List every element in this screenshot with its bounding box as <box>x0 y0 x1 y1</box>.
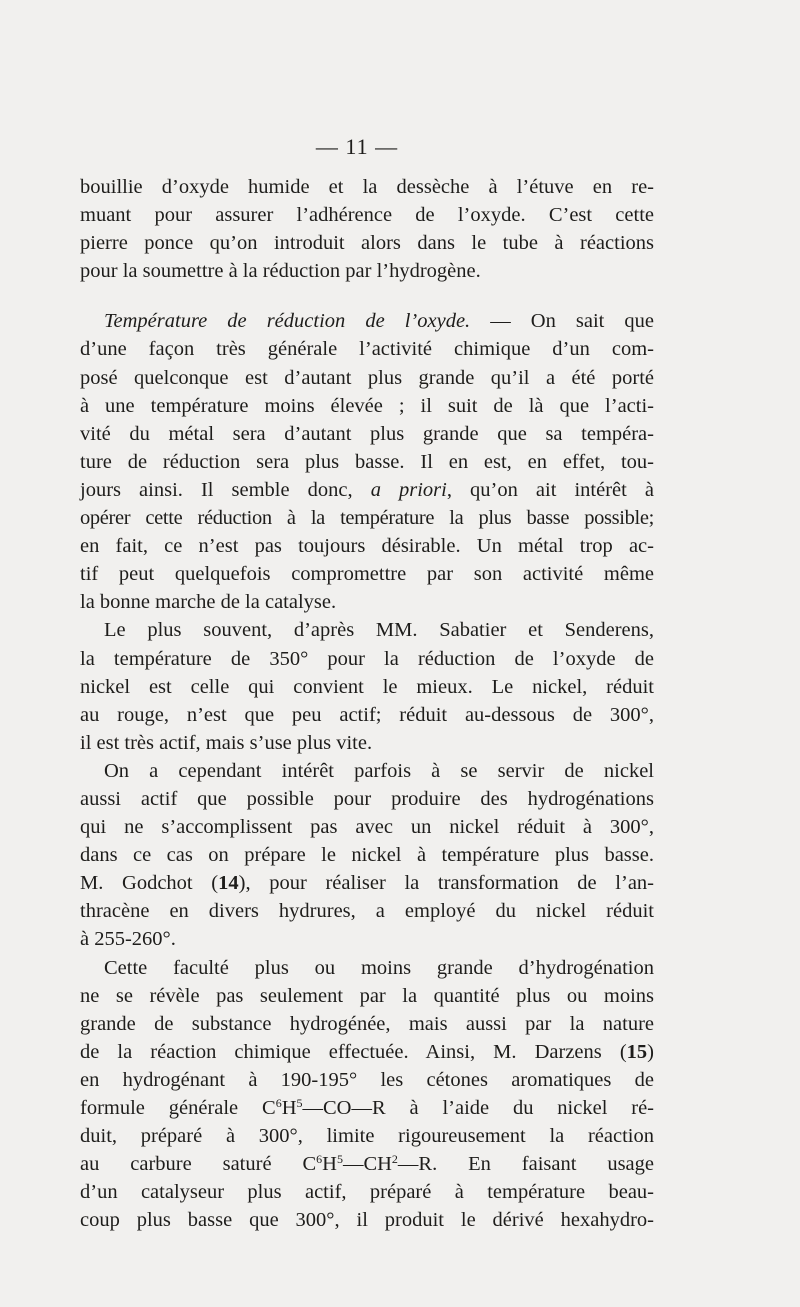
text-line: On a cependant intérêt parfois à se servir de nickel <box>104 759 654 782</box>
text-line: nickel est celle qui convient le mieux. Le nickel, réduit <box>80 675 654 698</box>
text-fragment: ) <box>647 1040 654 1063</box>
text-line: d’un catalyseur plus actif, préparé à température beau- <box>80 1181 654 1204</box>
text-line: d’une façon très générale l’activité chimique d’un com- <box>80 338 654 361</box>
reference-number: 15 <box>626 1040 648 1063</box>
formula-subscript: 5 <box>296 1096 303 1110</box>
text-line: dans ce cas on prépare le nickel à température plus basse. <box>80 844 654 867</box>
text-line <box>80 1094 654 1122</box>
text-fragment: jours ainsi. Il semble donc, <box>80 478 371 501</box>
text-line: en hydrogénant à 190-195° les cétones aromatiques de <box>80 1068 654 1091</box>
text-line: aussi actif que possible pour produire des hydrogénations <box>80 787 654 810</box>
text-line: pour la soumettre à la réduction par l’hydrogène. <box>80 260 481 283</box>
paragraph-1 <box>80 173 654 285</box>
text-line: vité du métal sera d’autant plus grande que sa tempéra- <box>80 422 654 445</box>
paragraph-3 <box>80 616 654 756</box>
italic-term: a priori <box>370 478 447 501</box>
text-fragment: —CO—R à l’aide du nickel ré- <box>302 1097 654 1119</box>
text-line: qui ne s’accomplissent pas avec un nickel réduit à 300°, <box>80 816 654 839</box>
paragraph-4 <box>80 757 654 954</box>
text-line: Cette faculté plus ou moins grande d’hydrogénation <box>104 956 654 979</box>
text-line: au rouge, n’est que peu actif; réduit au-dessous de 300°, <box>80 703 654 726</box>
text-fragment: M. Godchot ( <box>80 872 219 895</box>
text-line: pierre ponce qu’on introduit alors dans le tube à réactions <box>80 232 654 255</box>
text-line <box>80 307 654 335</box>
formula-subscript: 2 <box>391 1152 398 1167</box>
text-fragment: —CH <box>342 1153 392 1176</box>
reference-number: 14 <box>218 872 239 895</box>
text-line: duit, préparé à 300°, limite rigoureusement la réaction <box>80 1125 654 1148</box>
page-number: — 11 — <box>315 134 399 159</box>
heading-continuation: — On sait que <box>470 310 654 333</box>
text-fragment: H <box>322 1153 337 1176</box>
formula-subscript: 6 <box>316 1152 323 1167</box>
text-line: tif peut quelquefois compromettre par son activité même <box>80 563 654 586</box>
text-line: à une température moins élevée ; il suit de là que l’acti- <box>80 394 654 417</box>
text-line <box>80 476 654 504</box>
text-line: posé quelconque est d’autant plus grande qu’il a été porté <box>80 366 654 389</box>
text-line: Le plus souvent, d’après MM. Sabatier et Senderens, <box>104 619 654 642</box>
formula-subscript: 5 <box>336 1152 343 1167</box>
text-fragment: , qu’on ait intérêt à <box>446 478 654 501</box>
section-heading: Température de réduction de l’oxyde. <box>104 310 471 333</box>
text-line: bouillie d’oxyde humide et la dessèche à l’étuve en re- <box>80 176 654 198</box>
text-fragment: de la réaction chimique effectuée. Ainsi, M. Darzens ( <box>80 1040 627 1063</box>
text-line: ne se révèle pas seulement par la quantité plus ou moins <box>80 984 654 1007</box>
text-line <box>80 869 654 897</box>
text-line: thracène en divers hydrures, a employé du nickel réduit <box>80 900 654 923</box>
body-text <box>80 173 654 1234</box>
text-line: la température de 350° pour la réduction de l’oxyde de <box>80 647 654 670</box>
paragraph-2 <box>80 307 654 616</box>
formula-subscript: 6 <box>275 1096 282 1110</box>
text-line: coup plus basse que 300°, il produit le dérivé hexahydro- <box>80 1209 654 1232</box>
text-line: la bonne marche de la catalyse. <box>80 591 337 614</box>
text-line: il est très actif, mais s’use plus vite. <box>80 731 373 754</box>
text-line: opérer cette réduction à la température la plus basse possible; <box>80 507 654 530</box>
text-fragment: H <box>281 1097 297 1119</box>
text-line <box>80 1150 654 1178</box>
text-fragment: ), pour réaliser la transformation de l’an- <box>238 872 654 895</box>
text-line: à 255-260°. <box>80 928 176 951</box>
text-line: grande de substance hydrogénée, mais aussi par la nature <box>80 1012 654 1035</box>
text-line <box>80 1038 654 1066</box>
text-fragment: —R. En faisant usage <box>397 1153 655 1176</box>
text-fragment: au carbure saturé C <box>80 1153 317 1176</box>
text-line: ture de réduction sera plus basse. Il en est, en effet, tou- <box>80 450 654 473</box>
text-line: muant pour assurer l’adhérence de l’oxyde. C’est cette <box>80 204 654 227</box>
text-line: en fait, ce n’est pas toujours désirable. Un métal trop ac- <box>80 535 654 558</box>
text-fragment: formule générale C <box>80 1097 276 1119</box>
paragraph-5 <box>80 954 654 1235</box>
